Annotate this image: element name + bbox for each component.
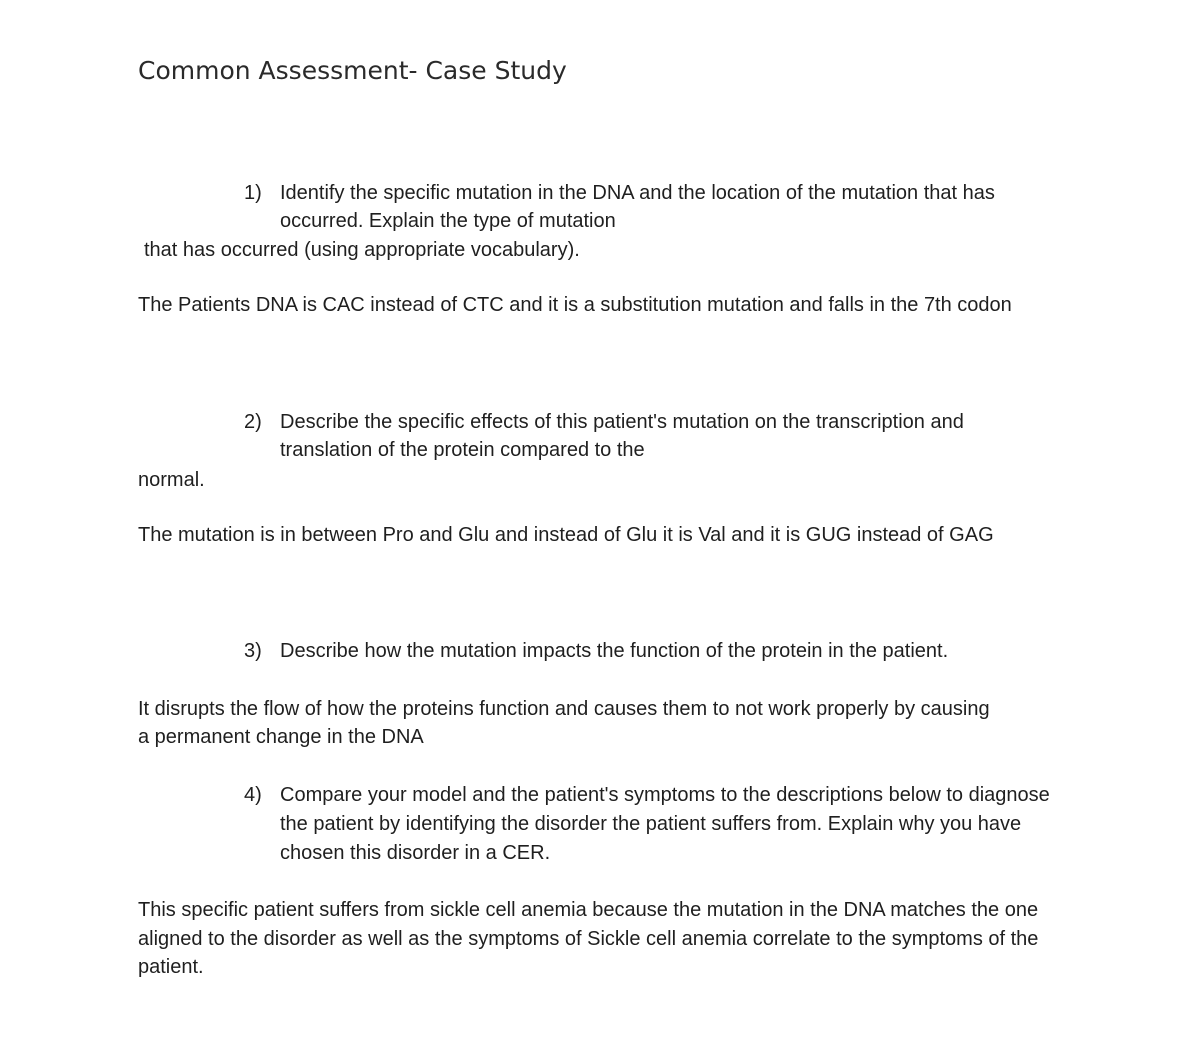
question-4 xyxy=(244,781,1064,868)
question-number: 1) xyxy=(244,182,262,204)
question-text: Describe the specific effects of this patient's mutation on the transcription and translation of the protein compared to the xyxy=(280,411,964,461)
question-text: Describe how the mutation impacts the function of the protein in the patient. xyxy=(280,640,949,662)
question-3 xyxy=(244,637,1064,665)
question-number: 4) xyxy=(244,784,262,806)
question-2-continuation: normal. xyxy=(138,469,205,491)
answer-3: It disrupts the flow of how the proteins function and causes them to not work properly by causing a permanent change in the DNA xyxy=(138,698,990,748)
question-1 xyxy=(244,179,1064,235)
question-text: Compare your model and the patient's symptoms to the descriptions below to diagnose the patient by identifying the disorder the patient suffers from. Explain why you have chosen this disorder in a CER. xyxy=(280,784,1050,864)
document-title: Common Assessment- Case Study xyxy=(138,56,567,85)
answer-4: This specific patient suffers from sickle cell anemia because the mutation in the DNA matches the one aligned to the disorder as well as the symptoms of Sickle cell anemia correlate to the symptoms of the patient. xyxy=(138,899,1039,978)
question-number: 3) xyxy=(244,640,262,662)
question-2 xyxy=(244,408,1064,464)
question-text: Identify the specific mutation in the DNA and the location of the mutation that has occurred. Explain the type of mutation xyxy=(280,182,995,232)
answer-2: The mutation is in between Pro and Glu and instead of Glu it is Val and it is GUG instead of GAG xyxy=(138,524,994,546)
question-number: 2) xyxy=(244,411,262,433)
question-1-continuation: that has occurred (using appropriate vocabulary). xyxy=(144,239,580,261)
answer-1: The Patients DNA is CAC instead of CTC and it is a substitution mutation and falls in the 7th codon xyxy=(138,294,1012,316)
